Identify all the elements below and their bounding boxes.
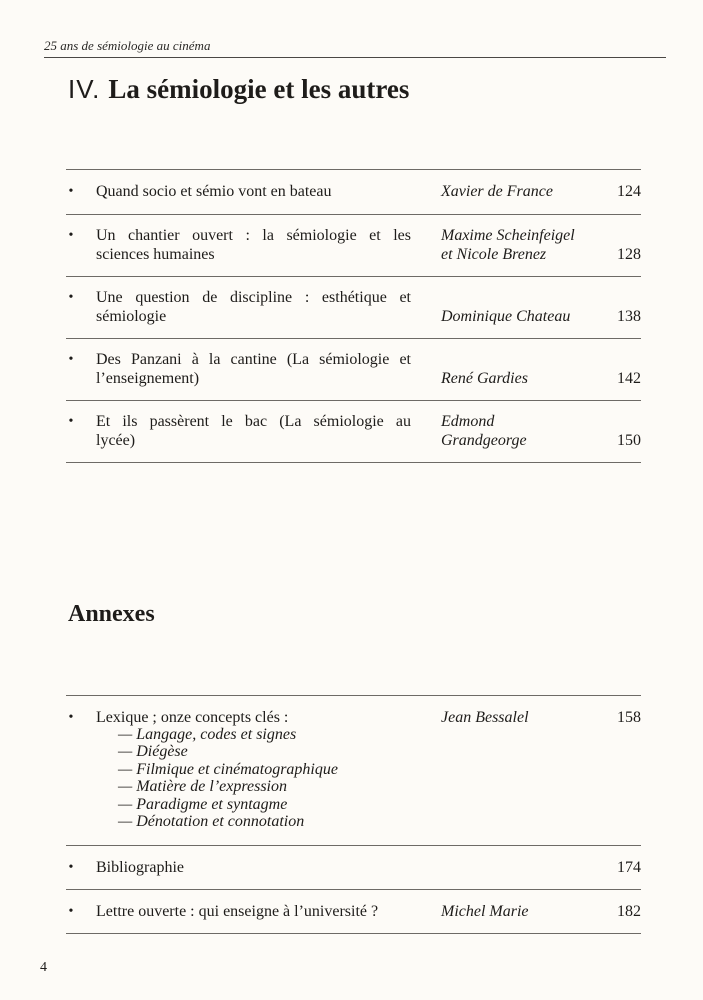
entry-author (441, 307, 611, 326)
entry-author (441, 412, 611, 450)
entry-title (96, 288, 411, 326)
entry-title (96, 412, 411, 450)
bullet: • (68, 290, 74, 305)
entry-author-line: Grandgeorge (441, 432, 527, 449)
running-head: 25 ans de sémiologie au cinéma (44, 38, 211, 53)
bullet: • (68, 228, 74, 243)
entry-author (441, 226, 611, 264)
entry-title-line: sciences humaines (96, 246, 215, 263)
bullet: • (68, 414, 74, 429)
toc-rule (66, 338, 641, 339)
entry-title-line: Bibliographie (96, 859, 184, 876)
list-item: — Diégèse (118, 743, 188, 761)
annexes-title: Annexes (68, 601, 155, 627)
entry-author-line: René Gardies (441, 370, 528, 387)
entry-title-line: l’enseignement) (96, 370, 200, 387)
folio: 4 (40, 960, 47, 975)
toc-rule (66, 933, 641, 934)
entry-page: 174 (617, 859, 641, 876)
entry-author-line: Michel Marie (441, 903, 529, 920)
bullet: • (68, 352, 74, 367)
entry-page: 150 (617, 432, 641, 449)
toc-rule (66, 276, 641, 277)
entry-title (96, 182, 411, 201)
entry-page: 182 (617, 903, 641, 920)
entry-page: 158 (617, 709, 641, 726)
list-item: — Matière de l’expression (118, 778, 287, 796)
toc-rule (66, 695, 641, 696)
entry-title-line: Et ils passèrent le bac (La sémiologie au (96, 413, 411, 430)
lexique-sublist (118, 726, 338, 830)
bullet: • (68, 710, 74, 725)
toc-rule (66, 889, 641, 890)
list-item: — Paradigme et syntagme (118, 795, 288, 813)
entry-page: 138 (617, 308, 641, 325)
entry-title (96, 902, 411, 921)
bullet: • (68, 904, 74, 919)
entry-author-line: Edmond (441, 413, 495, 430)
running-head-rule (44, 57, 666, 58)
bullet: • (68, 860, 74, 875)
entry-title (96, 708, 411, 727)
section-title (68, 74, 409, 105)
toc-rule (66, 845, 641, 846)
entry-title-line: Lettre ouverte : qui enseigne à l’université ? (96, 903, 379, 920)
toc-rule (66, 214, 641, 215)
entry-author-line: Xavier de France (441, 183, 553, 200)
entry-author-line: Jean Bessalel (441, 709, 529, 726)
toc-rule (66, 169, 641, 170)
list-item: — Langage, codes et signes (118, 726, 297, 743)
entry-title-line: Un chantier ouvert : la sémiologie et les (96, 227, 411, 244)
list-item: — Dénotation et connotation (118, 813, 305, 831)
entry-title-line: sémiologie (96, 308, 167, 325)
entry-page: 124 (617, 183, 641, 200)
toc-rule (66, 400, 641, 401)
entry-page: 142 (617, 370, 641, 387)
section-number: IV. (68, 74, 101, 104)
entry-title-line: Lexique ; onze concepts clés : (96, 709, 289, 726)
bullet: • (68, 184, 74, 199)
toc-rule (66, 462, 641, 463)
list-item: — Filmique et cinématographique (118, 760, 338, 778)
entry-title (96, 226, 411, 264)
entry-author-line: Dominique Chateau (441, 308, 571, 325)
entry-title-line: Des Panzani à la cantine (La sémiologie et (96, 351, 411, 368)
entry-title (96, 858, 411, 877)
entry-author-line: et Nicole Brenez (441, 246, 547, 263)
entry-title (96, 350, 411, 388)
entry-page: 128 (617, 246, 641, 263)
entry-author-line: Maxime Scheinfeigel (441, 227, 575, 244)
section-title-text: La sémiologie et les autres (108, 74, 410, 104)
entry-author (441, 708, 611, 727)
entry-author (441, 182, 611, 201)
entry-title-line: Quand socio et sémio vont en bateau (96, 183, 332, 200)
entry-title-line: lycée) (96, 432, 136, 449)
entry-author (441, 902, 611, 921)
entry-author (441, 369, 611, 388)
entry-title-line: Une question de discipline : esthétique et (96, 289, 411, 306)
